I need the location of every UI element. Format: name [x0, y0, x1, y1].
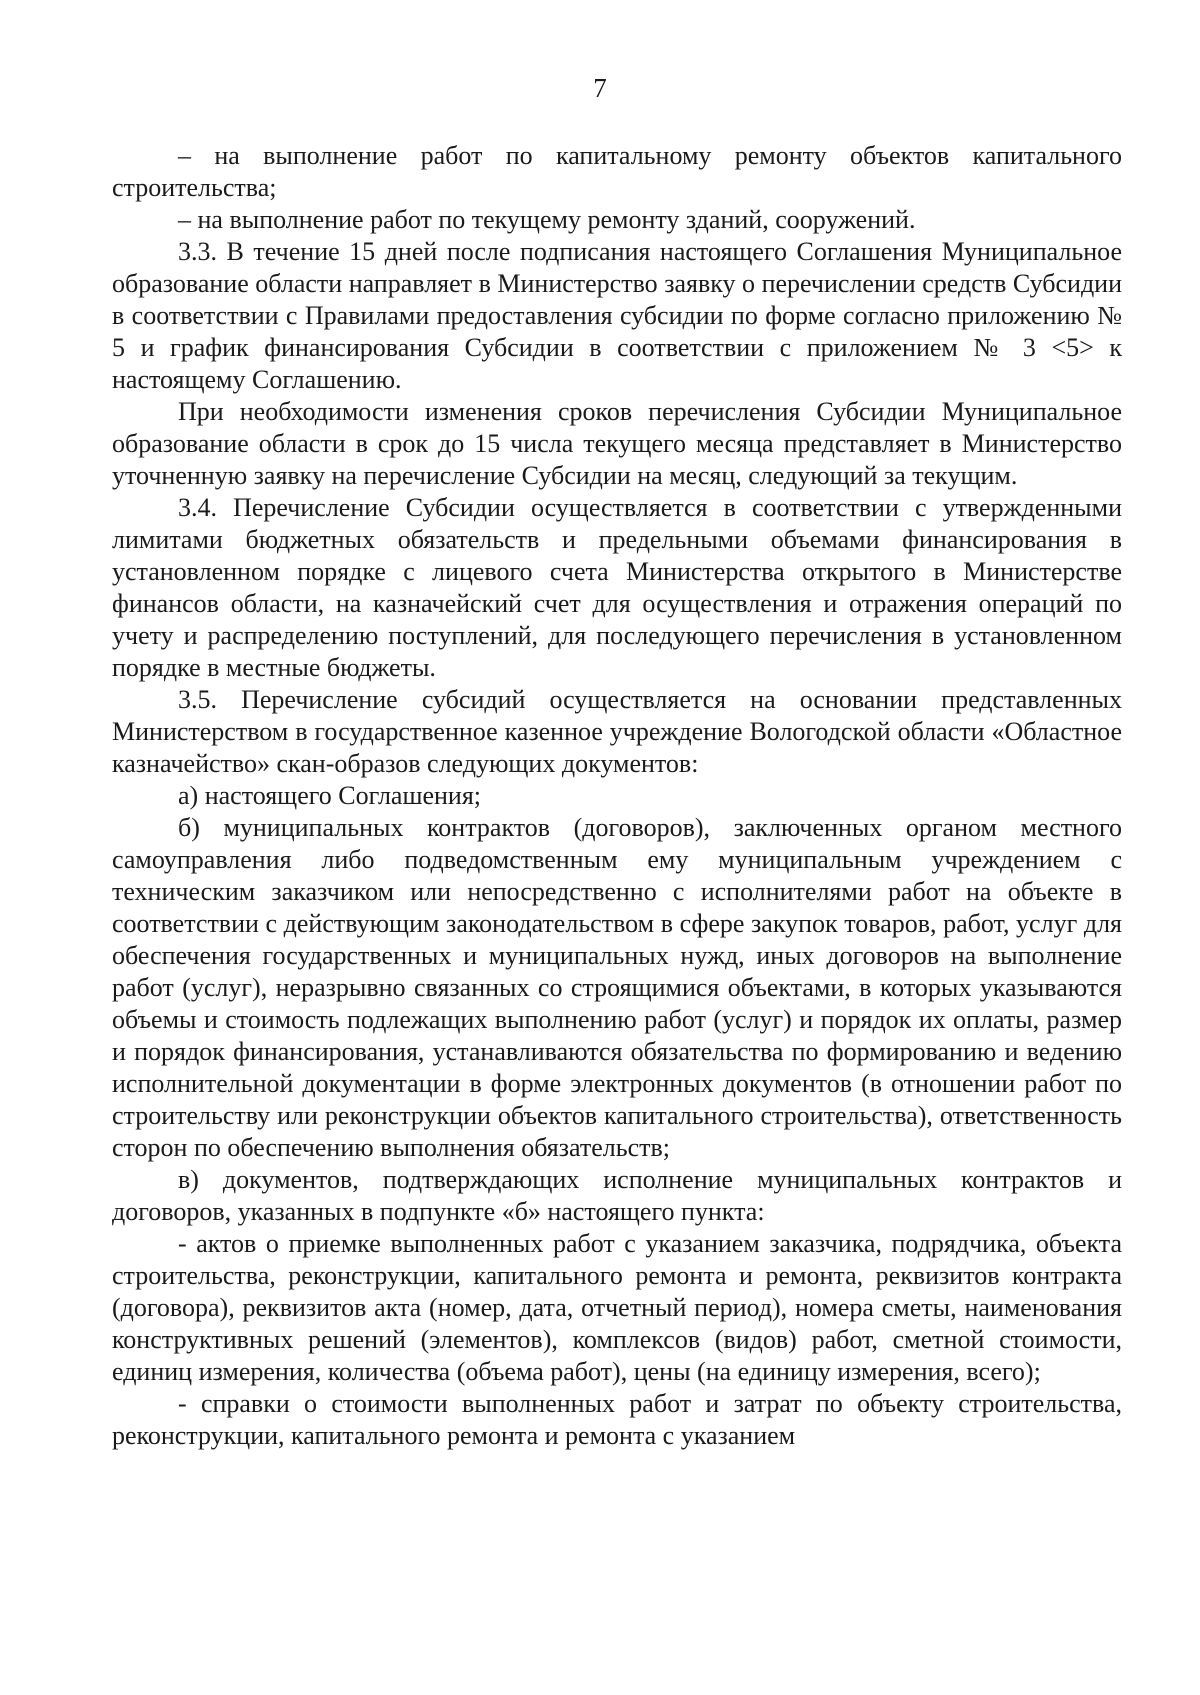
paragraph-3-4: 3.4. Перечисление Субсидии осуществляется в соответствии с утвержденными лимитами бюджетных обязательств и предельными объемами финансирования в установленном порядке с лицевого счета Министерства открытого в Министерстве финансов области, на казначейский счет для осуществления и отражения операций по учету и распределению поступлений, для последующего перечисления в установленном порядке в местные бюджеты.: [112, 493, 1122, 682]
document-body: [112, 140, 1122, 1452]
paragraph-capital-repair: – на выполнение работ по капитальному ремонту объектов капитального строительства;: [112, 141, 1122, 202]
paragraph-item-a: а) настоящего Соглашения;: [178, 781, 482, 810]
paragraph-3-5: 3.5. Перечисление субсидий осуществляется на основании представленных Министерством в государственное казенное учреждение Вологодской области «Областное казначейство» скан-образов следующих документов:: [112, 685, 1122, 778]
paragraph-item-v: в) документов, подтверждающих исполнение муниципальных контрактов и договоров, указанных в подпункте «б» настоящего пункта:: [112, 1165, 1122, 1226]
paragraph-current-repair: – на выполнение работ по текущему ремонту зданий, сооружений.: [178, 205, 916, 234]
paragraph-certificate: - справки о стоимости выполненных работ и затрат по объекту строительства, реконструкции, капитального ремонта и ремонта с указанием: [112, 1389, 1122, 1450]
paragraph-acts: - актов о приемке выполненных работ с указанием заказчика, подрядчика, объекта строительства, реконструкции, капитального ремонта и ремонта, реквизитов контракта (договора), реквизитов акта (номер, дата, отчетный период), номера сметы, наименования конструктивных решений (элементов), комплексов (видов) работ, сметной стоимости, единиц измерения, количества (объема работ), цены (на единицу измерения, всего);: [112, 1229, 1122, 1386]
page-number: 7: [593, 73, 607, 103]
paragraph-3-3: 3.3. В течение 15 дней после подписания настоящего Соглашения Муниципальное образование области направляет в Министерство заявку о перечислении средств Субсидии в соответствии с Правилами предоставления субсидии по форме согласно приложению № 5 и график финансирования Субсидии в соответствии с приложением № 3 <5> к настоящему Соглашению.: [112, 237, 1122, 394]
paragraph-schedule-change: При необходимости изменения сроков перечисления Субсидии Муниципальное образование области в срок до 15 числа текущего месяца представляет в Министерство уточненную заявку на перечисление Субсидии на месяц, следующий за текущим.: [112, 397, 1122, 490]
paragraph-item-b: б) муниципальных контрактов (договоров), заключенных органом местного самоуправления либо подведомственным ему муниципальным учреждением с техническим заказчиком или непосредственно с исполнителями работ на объекте в соответствии с действующим законодательством в сфере закупок товаров, работ, услуг для обеспечения государственных и муниципальных нужд, иных договоров на выполнение работ (услуг), неразрывно связанных со строящимися объектами, в которых указываются объемы и стоимость подлежащих выполнению работ (услуг) и порядок их оплаты, размер и порядок финансирования, устанавливаются обязательства по формированию и ведению исполнительной документации в форме электронных документов (в отношении работ по строительству или реконструкции объектов капитального строительства), ответственность сторон по обеспечению выполнения обязательств;: [112, 813, 1122, 1162]
